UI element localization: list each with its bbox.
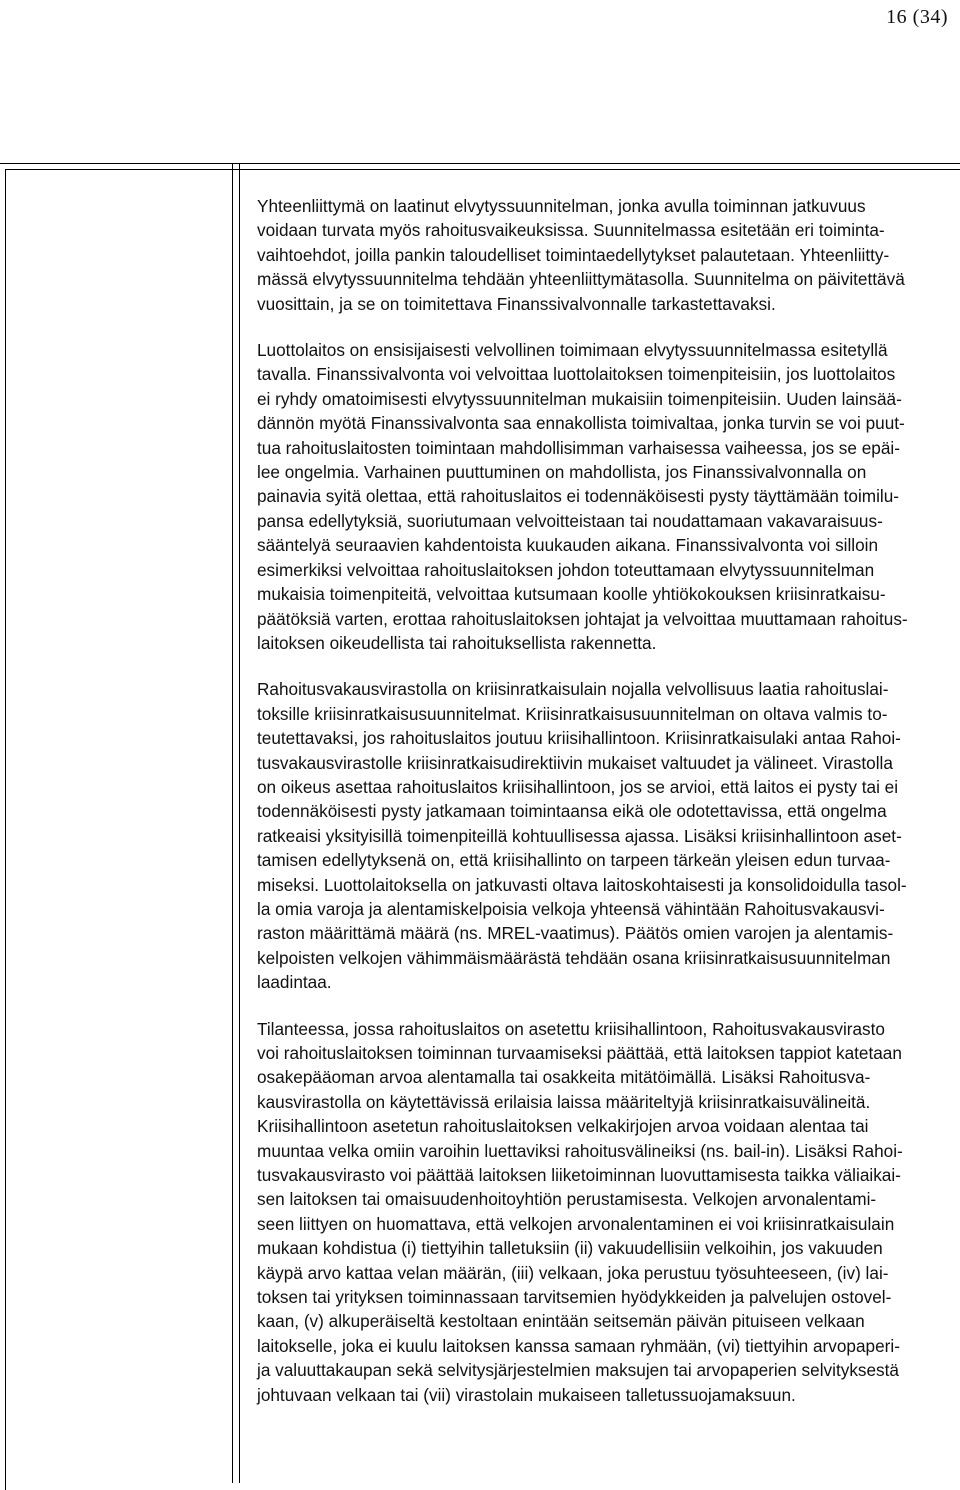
text-line: ei ryhdy omatoimisesti elvytyssuunnitelman mukaisiin toimenpiteisiin. Uuden lainsää-	[257, 388, 902, 409]
text-line: todennäköisesti pysty jatkamaan toimintaansa eikä ole odotettavissa, että ongelma	[257, 801, 887, 822]
text-line: painavia syitä olettaa, että rahoituslaitos ei todennäköisesti pysty täyttämään toimilu-	[257, 486, 900, 507]
text-line: päätöksiä varten, erottaa rahoituslaitoksen johtajat ja velvoittaa muuttamaan rahoitus-	[257, 608, 908, 629]
text-line: seen liittyen on huomattava, että velkojen arvonalentaminen ei voi kriisinratkaisulain	[257, 1213, 895, 1234]
table-column-divider	[232, 163, 240, 1483]
text-line: sen laitoksen tai omaisuudenhoitoyhtiön perustamisesta. Velkojen arvonalentami-	[257, 1189, 877, 1210]
text-line: Yhteenliittymä on laatinut elvytyssuunnitelman, jonka avulla toiminnan jatkuvuus	[257, 196, 866, 216]
paragraph	[257, 1017, 947, 1408]
text-line: la omia varoja ja alentamiskelpoisia velkoja yhteensä vähintään Rahoitusvakausvi-	[257, 898, 885, 919]
text-line: kausvirastolla on käytettävissä erilaisia laissa määriteltyjä kriisinratkaisuvälineitä.	[257, 1091, 871, 1112]
text-line: laitoksen oikeudellista tai rahoituksellista rakennetta.	[257, 632, 657, 653]
text-line: miseksi. Luottolaitoksella on jatkuvasti oltava laitoskohtaisesti ja konsolidoidulla tasol-	[257, 874, 907, 895]
text-line: sääntelyä seuraavien kahdentoista kuukauden aikana. Finanssivalvonta voi silloin	[257, 535, 879, 556]
text-line: mukaisia toimenpiteitä, velvoittaa kutsumaan koolle yhtiökokouksen kriisinratkaisu-	[257, 584, 886, 605]
text-line: teutettavaksi, jos rahoituslaitos joutuu kriisihallintoon. Kriisinratkaisulaki antaa Rahoi-	[257, 728, 901, 749]
text-line: dännön myötä Finanssivalvonta saa ennakollista toimivaltaa, jonka turvin se voi puut-	[257, 413, 905, 434]
text-line: esimerkiksi velvoittaa rahoituslaitoksen johdon toteuttamaan elvytyssuunnitelman	[257, 559, 875, 580]
text-line: Luottolaitos on ensisijaisesti velvollinen toimimaan elvytyssuunnitelmassa esitetyllä	[257, 340, 888, 361]
text-line: tavalla. Finanssivalvonta voi velvoittaa luottolaitoksen toimenpiteisiin, jos luottolaitos	[257, 364, 896, 385]
text-line: vaihtoehdot, joilla pankin taloudelliset toimintaedellytykset palautetaan. Yhteenliitty-	[257, 244, 890, 265]
text-line: Kriisihallintoon asetetun rahoituslaitoksen velkakirjojen arvoa voidaan alentaa tai	[257, 1116, 869, 1137]
text-line: tusvakausvirastolle kriisinratkaisudirektiivin mukaiset valtuudet ja välineet. Virastolla	[257, 752, 893, 773]
text-line: ja valuuttakaupan sekä selvitysjärjestelmien maksujen tai arvopaperien selvityksestä	[257, 1360, 899, 1381]
text-line: on oikeus asettaa rahoituslaitos kriisihallintoon, jos se arvioi, että laitos ei pysty tai ei	[257, 776, 899, 797]
text-line: johtuvaan velkaan tai (vii) virastolain mukaiseen talletussuojamaksuun.	[257, 1384, 796, 1405]
text-line: laitokselle, joka ei kuulu laitoksen kanssa samaan ryhmään, (vi) tiettyihin arvopaperi-	[257, 1335, 900, 1356]
text-line: osakepääoman arvoa alentamalla tai osakkeita mitätöimällä. Lisäksi Rahoitusva-	[257, 1067, 871, 1088]
text-line: raston määrittämä määrä (ns. MREL-vaatimus). Päätös omien varojen ja alentamis-	[257, 923, 894, 944]
text-line: kelpoisten velkojen vähimmäismäärästä tehdään osana kriisinratkaisusuunnitelman	[257, 947, 891, 968]
text-line: voi rahoituslaitoksen toiminnan turvaamiseksi päättää, että laitoksen tappiot katetaan	[257, 1043, 902, 1063]
text-line: kaan, (v) alkuperäiseltä kestoltaan enintään seitsemän päivän pituiseen velkaan	[257, 1311, 865, 1332]
text-line: pansa edellytyksiä, suoriutumaan velvoitteistaan tai noudattamaan vakavaraisuus-	[257, 510, 883, 531]
text-line: mukaan kohdistua (i) tiettyihin talletuksiin (ii) vakuudellisiin velkoihin, jos vakuuden	[257, 1238, 883, 1259]
paragraph	[257, 194, 947, 316]
text-line: mässä elvytyssuunnitelma tehdään yhteenliittymätasolla. Suunnitelma on päivitettävä	[257, 269, 905, 290]
text-line: Tilanteessa, jossa rahoituslaitos on asetettu kriisihallintoon, Rahoitusvakausvirasto	[257, 1018, 885, 1039]
document-body	[257, 194, 947, 1407]
text-line: vuosittain, ja se on toimitettava Finanssivalvonnalle tarkastettavaksi.	[257, 293, 776, 314]
text-line: lee ongelmia. Varhainen puuttuminen on mahdollista, jos Finanssivalvonnalla on	[257, 462, 867, 483]
text-line: tua rahoituslaitosten toimintaan mahdollisimman varhaisessa vaiheessa, jos se epäi-	[257, 437, 900, 458]
text-line: ratkeaisi yksityisillä toimenpiteillä kohtuullisessa ajassa. Lisäksi kriisinhallintoon aset-	[257, 825, 902, 846]
paragraph	[257, 338, 947, 655]
text-line: voidaan turvata myös rahoitusvaikeuksissa. Suunnitelmassa esitetään eri toiminta-	[257, 220, 885, 241]
text-line: tamisen edellytyksenä on, että kriisihallinto on tarpeen tärkeän yleisen edun turvaa-	[257, 850, 891, 871]
text-line: muuntaa velka omiin varoihin luettaviksi rahoitusvälineiksi (ns. bail-in). Lisäksi Rahoi-	[257, 1140, 903, 1161]
page-number: 16 (34)	[886, 6, 948, 28]
text-line: laadintaa.	[257, 972, 332, 993]
text-line: toksen tai yrityksen toiminnassaan tarvitsemien hyödykkeiden ja palvelujen ostovel-	[257, 1287, 892, 1308]
paragraph	[257, 677, 947, 994]
text-line: toksille kriisinratkaisusuunnitelmat. Kriisinratkaisusuunnitelman on oltava valmis to-	[257, 703, 888, 724]
text-line: tusvakausvirasto voi päättää laitoksen liiketoiminnan luovuttamisesta taikka väliaikai-	[257, 1165, 901, 1186]
text-line: Rahoitusvakausvirastolla on kriisinratkaisulain nojalla velvollisuus laatia rahoituslai-	[257, 679, 889, 700]
text-line: käypä arvo kattaa velan määrän, (iii) velkaan, joka perustuu työsuhteeseen, (iv) lai-	[257, 1262, 889, 1283]
